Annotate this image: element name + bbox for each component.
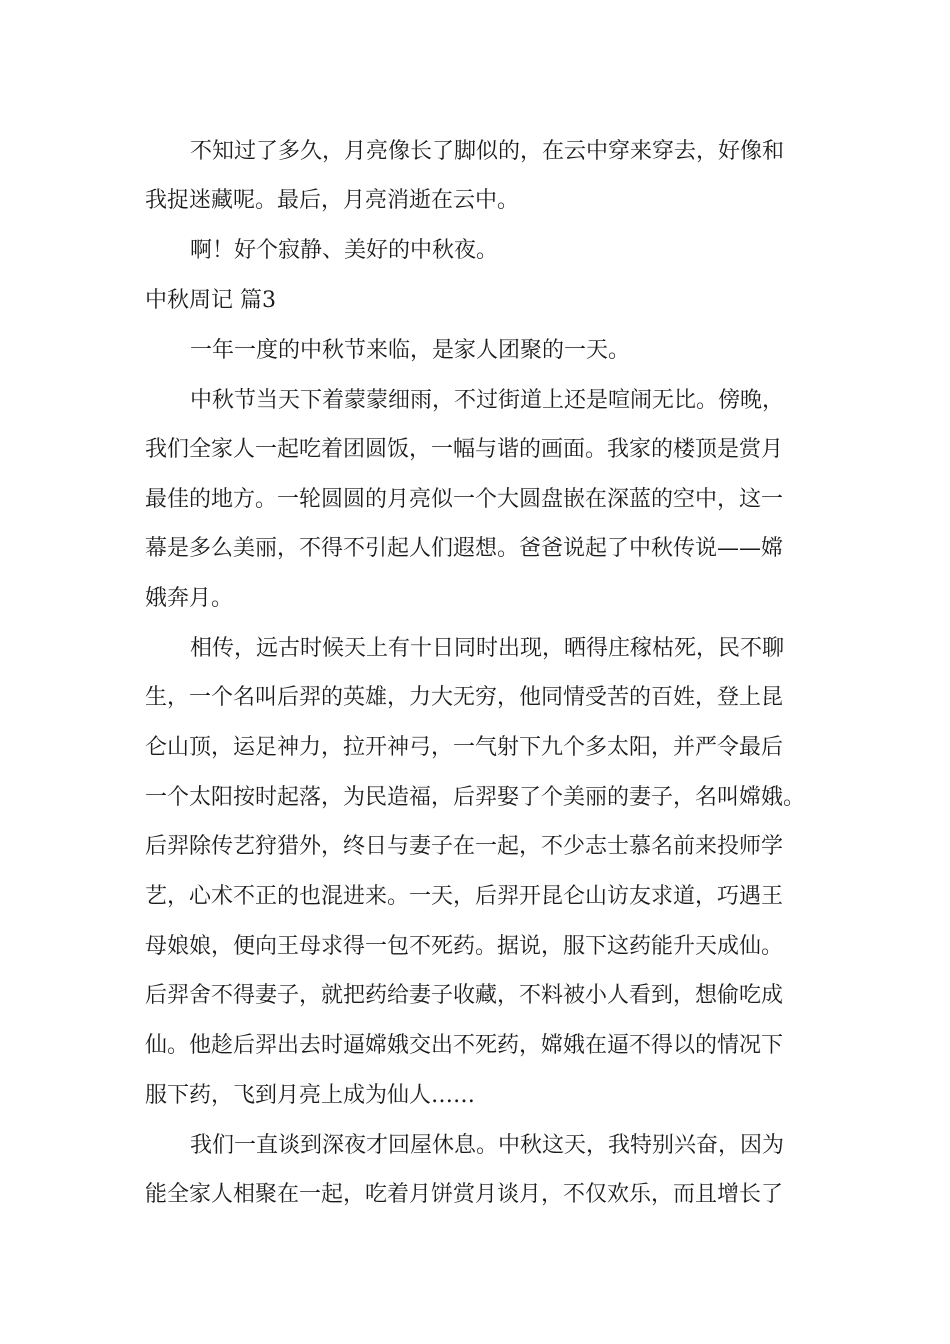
text-line: 仑山顶，运足神力，拉开神弓，一气射下九个多太阳，并严令最后	[145, 735, 784, 760]
text-line: 一年一度的中秋节来临，是家人团聚的一天。	[190, 338, 631, 363]
text-line: 服下药，飞到月亮上成为仙人……	[145, 1083, 476, 1108]
text-line: 娥奔月。	[145, 586, 234, 611]
text-line: 后羿舍不得妻子，就把药给妻子收藏，不料被小人看到，想偷吃成	[145, 983, 784, 1008]
section-heading: 中秋周记 篇3	[145, 288, 276, 313]
text-line: 我们全家人一起吃着团圆饭，一幅与谐的画面。我家的楼顶是赏月	[145, 437, 784, 462]
text-line: 后羿除传艺狩猎外，终日与妻子在一起，不少志士慕名前来投师学	[145, 834, 784, 859]
text-line: 生，一个名叫后羿的英雄，力大无穷，他同情受苦的百姓，登上昆	[145, 685, 784, 710]
text-line: 中秋节当天下着蒙蒙细雨，不过街道上还是喧闹无比。傍晚，	[190, 388, 785, 413]
text-line: 不知过了多久，月亮像长了脚似的，在云中穿来穿去，好像和	[190, 139, 785, 164]
text-line: 我们一直谈到深夜才回屋休息。中秋这天，我特别兴奋，因为	[190, 1133, 785, 1158]
text-line: 艺，心术不正的也混进来。一天，后羿开昆仑山访友求道，巧遇王	[145, 884, 784, 909]
text-line: 母娘娘，便向王母求得一包不死药。据说，服下这药能升天成仙。	[145, 934, 784, 959]
text-line: 我捉迷藏呢。最后，月亮消逝在云中。	[145, 188, 520, 213]
text-line: 啊！好个寂静、美好的中秋夜。	[190, 238, 499, 263]
text-line: 相传，远古时候天上有十日同时出现，晒得庄稼枯死，民不聊	[190, 636, 785, 661]
text-line: 最佳的地方。一轮圆圆的月亮似一个大圆盘嵌在深蓝的空中，这一	[145, 487, 784, 512]
text-line: 一个太阳按时起落，为民造福，后羿娶了个美丽的妻子，名叫嫦娥。	[145, 785, 806, 810]
text-line: 仙。他趁后羿出去时逼嫦娥交出不死药，嫦娥在逼不得以的情况下	[145, 1033, 784, 1058]
text-line: 能全家人相聚在一起，吃着月饼赏月谈月，不仅欢乐，而且增长了	[145, 1182, 784, 1207]
text-line: 幕是多么美丽，不得不引起人们遐想。爸爸说起了中秋传说——嫦	[145, 536, 784, 561]
